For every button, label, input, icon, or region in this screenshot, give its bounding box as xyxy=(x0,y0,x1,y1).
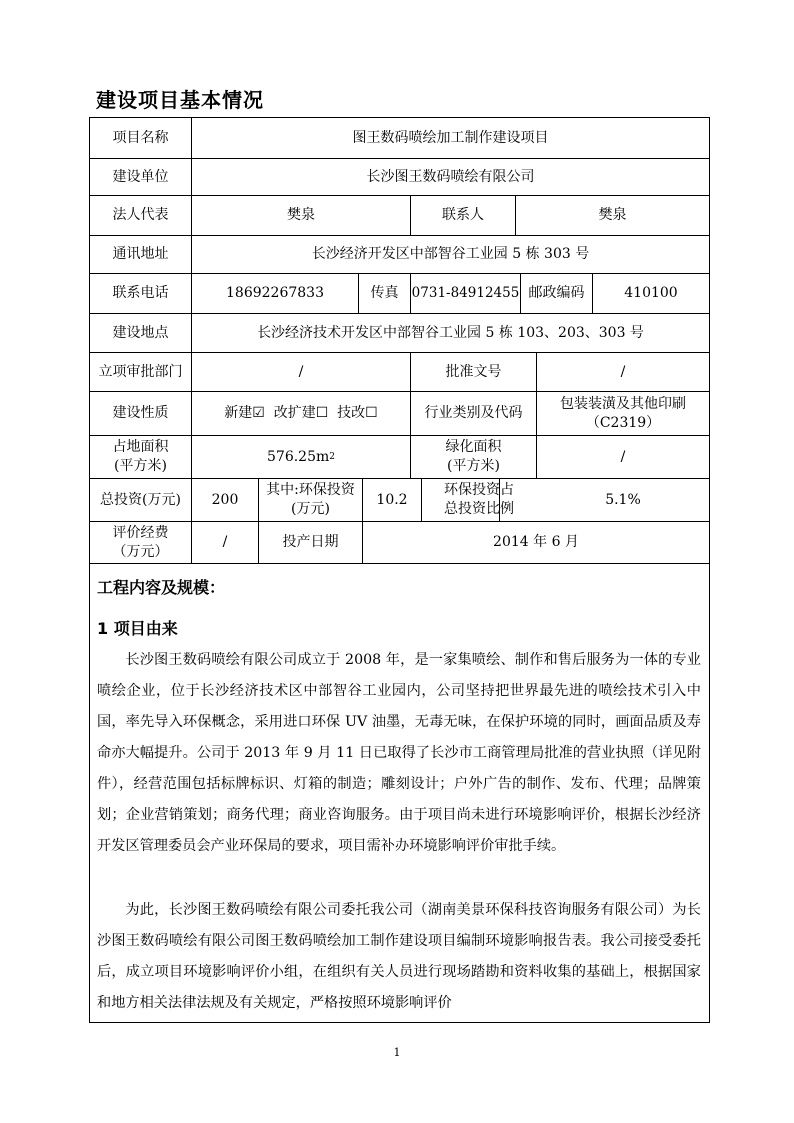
eval-fee-label xyxy=(90,522,191,563)
total-invest-label: 总投资(万元) xyxy=(100,491,181,508)
builder-label: 建设单位 xyxy=(112,168,169,185)
nature-label: 建设性质 xyxy=(112,405,169,421)
env-invest-label xyxy=(259,479,362,521)
land-area-value xyxy=(192,436,410,478)
approval-no-value: / xyxy=(620,363,626,380)
phone-label: 联系电话 xyxy=(112,285,169,301)
env-ratio-value: 5.1% xyxy=(605,491,641,508)
contact-value: 樊泉 xyxy=(598,207,627,223)
postcode-label: 邮政编码 xyxy=(528,285,585,301)
project-name-label: 项目名称 xyxy=(112,129,169,146)
body-paragraph-1: 长沙图王数码喷绘有限公司成立于 2008 年，是一家集喷绘、制作和售后服务为一体的专业喷绘企业，位于长沙经济技术区中部智谷工业园内，公司坚持把世界最先进的喷绘技术引入中国，率先导入环保概念，采用进口环保 UV 油墨，无毒无味，在保护环境的同时，画面品质及寿命亦大幅提升。公司于 2013 年 9 月 11 日已取得了长沙市工商管理局批准的营业执照（详见附件），经营范围包括标牌标识、灯箱的制造；雕刻设计；户外广告的制作、发布、代理；品牌策划；企业营销策划；商务代理；商业咨询服务。由于项目尚未进行环境影响评价，根据长沙经济开发区管理委员会产业环保局的要求，项目需补办环境影响评价审批手续。 xyxy=(97,652,701,854)
land-area-unit-superscript: 2 xyxy=(329,451,335,462)
nature-value: 新建☑ 改扩建☐ 技改☐ xyxy=(224,405,378,421)
env-ratio-label-line-2: 总投资比例 xyxy=(444,501,514,517)
approval-dept-value: / xyxy=(298,363,304,380)
env-ratio-label-line-1: 环保投资占 xyxy=(444,482,514,498)
land-area-label-line-1: 占地面积 xyxy=(112,439,169,455)
address-value: 长沙经济开发区中部智谷工业园 5 栋 303 号 xyxy=(311,246,590,262)
green-area-label-line-2: (平方米) xyxy=(447,458,500,474)
eval-fee-label-line-1: 评价经费 xyxy=(112,524,169,541)
subsection-heading: 1 项目由来 xyxy=(97,619,178,638)
postcode-value: 410100 xyxy=(624,285,678,301)
total-invest-value: 200 xyxy=(211,491,239,508)
industry-value xyxy=(537,392,709,435)
contact-label: 联系人 xyxy=(442,207,484,223)
project-name-value: 图王数码喷绘加工制作建设项目 xyxy=(352,129,549,146)
green-area-value: / xyxy=(620,448,626,465)
legal-rep-value: 樊泉 xyxy=(287,207,315,223)
phone-value: 18692267833 xyxy=(226,285,324,301)
fax-label: 传真 xyxy=(370,285,399,301)
land-area-label-line-2: (平方米) xyxy=(114,458,167,474)
eval-fee-label-line-2: （万元） xyxy=(112,543,169,560)
industry-line-1: 包装装潢及其他印刷 xyxy=(560,395,686,412)
site-value: 长沙经济技术开发区中部智谷工业园 5 栋 103、203、303 号 xyxy=(257,324,644,341)
green-area-label-line-1: 绿化面积 xyxy=(445,439,502,455)
builder-value: 长沙图王数码喷绘有限公司 xyxy=(366,168,535,185)
industry-line-2: （C2319） xyxy=(585,414,661,431)
land-area-label xyxy=(90,436,191,478)
prod-date-label: 投产日期 xyxy=(282,534,339,550)
env-invest-value: 10.2 xyxy=(376,491,408,508)
env-invest-label-line-2: (万元) xyxy=(291,501,330,517)
eval-fee-value: / xyxy=(222,534,228,550)
page-number: 1 xyxy=(393,1046,401,1059)
prod-date-value: 2014 年 6 月 xyxy=(493,534,579,550)
approval-dept-label: 立项审批部门 xyxy=(98,363,183,380)
section-heading: 工程内容及规模： xyxy=(97,578,226,597)
fax-value: 0731-84912455 xyxy=(411,285,520,301)
approval-no-label: 批准文号 xyxy=(445,363,502,380)
legal-rep-label: 法人代表 xyxy=(112,207,169,223)
green-area-label xyxy=(411,436,536,478)
env-invest-label-line-1: 其中:环保投资 xyxy=(266,482,355,498)
page-title: 建设项目基本情况 xyxy=(96,88,264,112)
address-label: 通讯地址 xyxy=(112,246,169,262)
site-label: 建设地点 xyxy=(112,324,169,341)
env-ratio-label xyxy=(422,479,536,521)
industry-label: 行业类别及代码 xyxy=(424,405,523,421)
body-paragraph-2: 为此，长沙图王数码喷绘有限公司委托我公司（湖南美景环保科技咨询服务有限公司）为长沙图王数码喷绘有限公司图王数码喷绘加工制作建设项目编制环境影响报告表。我公司接受委托后，成立项目环境影响评价小组，在组织有关人员进行现场踏勘和资料收集的基础上，根据国家和地方相关法律法规及有关规定，严格按照环境影响评价 xyxy=(97,902,701,1011)
page-frame xyxy=(89,117,710,1023)
land-area-number: 576.25m xyxy=(267,448,330,465)
